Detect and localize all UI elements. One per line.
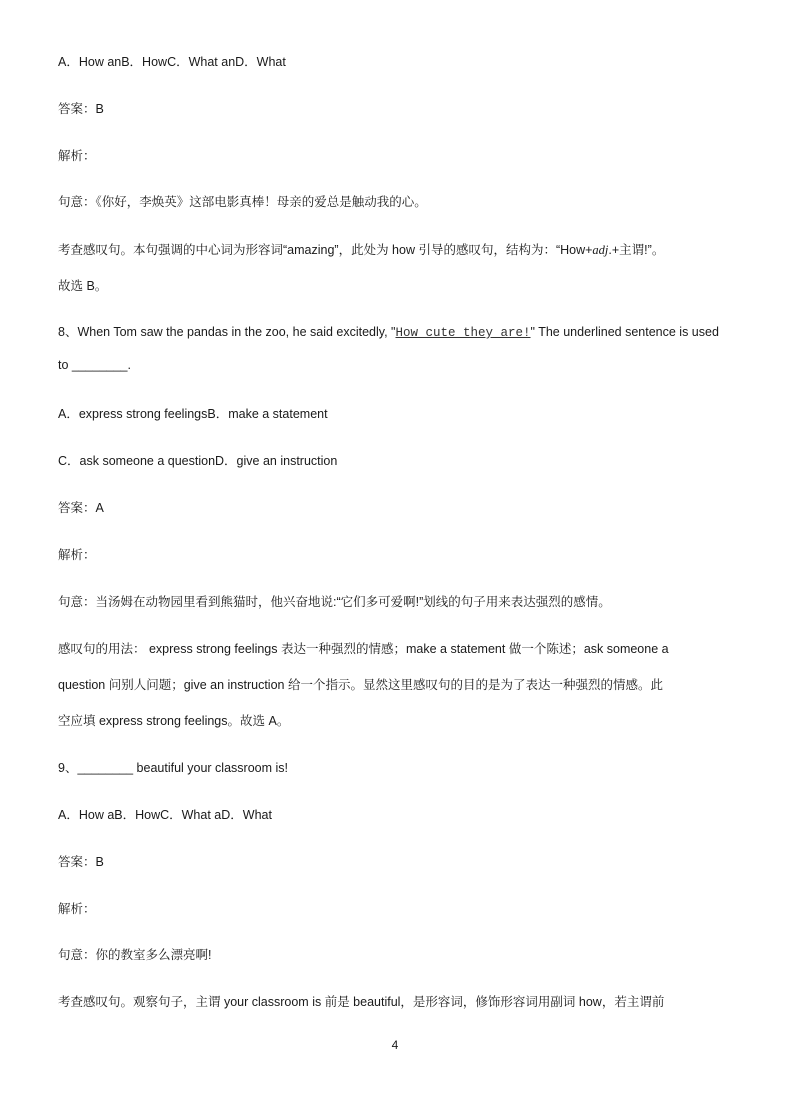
page-number: 4: [391, 1038, 399, 1052]
q8-options-2: C．ask someone a questionD．give an instruction: [58, 454, 338, 468]
q9-analysis-label: 解析：: [58, 902, 96, 916]
q9-meaning: 句意：你的教室多么漂亮啊!: [58, 948, 212, 962]
q7-conclusion: 故选 B。: [58, 279, 108, 293]
q8-stem: [58, 322, 750, 340]
q9-stem: 9、________ beautiful your classroom is!: [58, 761, 288, 775]
q8-stem-a: 8、When Tom saw the pandas in the zoo, he said excitedly, ": [58, 325, 396, 339]
q8-explanation-3: 空应填 express strong feelings。故选 A。: [58, 714, 290, 728]
q9-answer: 答案：B: [58, 855, 104, 869]
q7-analysis-label: 解析：: [58, 149, 96, 163]
q8-explanation-2: question 问别人问题；give an instruction 给一个指示。显然这里感叹句的目的是为了表达一种强烈的情感。此: [58, 678, 663, 692]
q7-explanation-adj: adj: [592, 243, 609, 257]
q8-options-1: A．express strong feelingsB．make a statement: [58, 407, 328, 421]
q9-options: A．How aB．HowC．What aD．What: [58, 808, 272, 822]
q7-meaning: 句意：《你好，李焕英》这部电影真棒！母亲的爱总是触动我的心。: [58, 195, 427, 209]
q7-options: A．How anB．HowC．What anD．What: [58, 55, 286, 69]
q7-explanation-b: .+主谓!”。: [608, 243, 665, 257]
q7-explanation-a: 考查感叹句。本句强调的中心词为形容词“amazing”，此处为 how 引导的感叹句，结构为：“How+: [58, 243, 593, 257]
q7-answer: 答案：B: [58, 102, 104, 116]
q8-underlined-quote: How cute they are!: [395, 326, 531, 340]
q8-meaning: 句意：当汤姆在动物园里看到熊猫时，他兴奋地说:“它们多可爱啊!”划线的句子用来表达强烈的感情。: [58, 595, 611, 609]
q9-explanation-1: 考查感叹句。观察句子，主谓 your classroom is 前是 beautiful，是形容词，修饰形容词用副词 how，若主谓前: [58, 995, 665, 1009]
q8-answer: 答案：A: [58, 501, 104, 515]
q8-stem-b: " The underlined sentence is used: [530, 325, 719, 339]
q8-analysis-label: 解析：: [58, 548, 96, 562]
q8-stem-cont: to ________.: [58, 358, 131, 372]
q8-explanation-1: 感叹句的用法： express strong feelings 表达一种强烈的情感；make a statement 做一个陈述；ask someone a: [58, 642, 669, 656]
q7-explanation: [58, 240, 750, 258]
